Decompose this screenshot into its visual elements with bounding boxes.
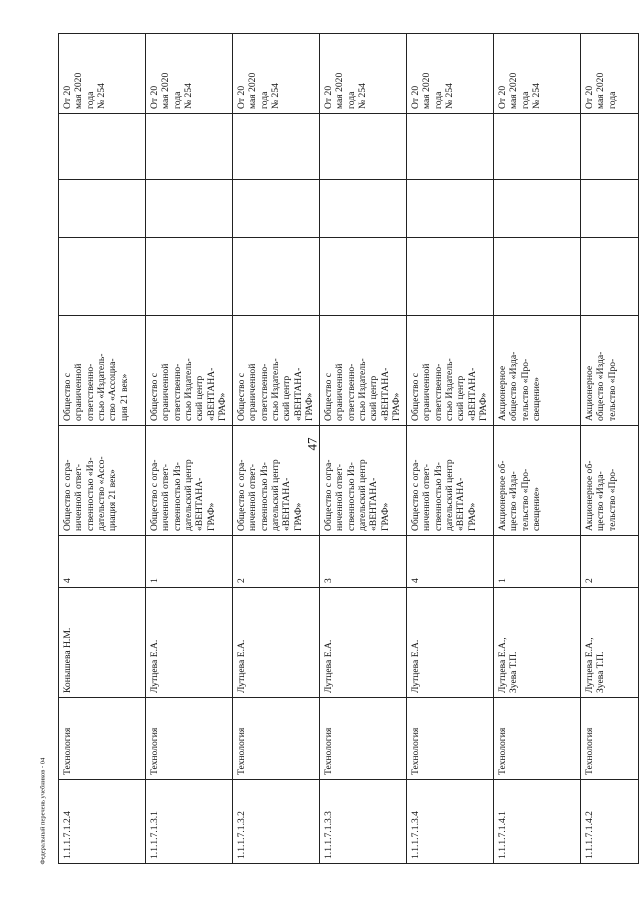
authors-cell: Лутцева Е.А. xyxy=(320,588,407,698)
empty-cell xyxy=(494,238,581,316)
authors-cell: Лутцева Е.А. xyxy=(233,588,320,698)
empty-cell xyxy=(146,180,233,238)
empty-cell xyxy=(59,114,146,180)
subject-cell: Технология xyxy=(407,698,494,780)
grade-cell: 2 xyxy=(233,536,320,588)
publisher-cell: Акционерное об- щество «Изда- тельство «Про- xyxy=(581,426,639,536)
empty-cell xyxy=(494,180,581,238)
subject-cell: Технология xyxy=(494,698,581,780)
subject-cell: Технология xyxy=(320,698,407,780)
table-row xyxy=(59,34,146,864)
publisher-short-cell: Акционерное общество «Изда- тельство «Про- xyxy=(581,316,639,426)
publisher-cell: Общество с огра- ниченной ответ- ственностью «Из- дательство «Ассо- циация 21 век» xyxy=(59,426,146,536)
rotated-table-container xyxy=(58,34,638,864)
order-cell: От 20 мая 2020 года xyxy=(581,34,639,114)
code-cell: 1.1.1.7.1.4.1 xyxy=(494,780,581,864)
grade-cell: 3 xyxy=(320,536,407,588)
order-cell: От 20 мая 2020 года № 254 xyxy=(59,34,146,114)
order-cell: От 20 мая 2020 года № 254 xyxy=(233,34,320,114)
empty-cell xyxy=(233,180,320,238)
publisher-cell: Общество с огра- ниченной ответ- ственностью Из- дательский центр «ВЕНТАНА- ГРАФ» xyxy=(146,426,233,536)
publisher-cell: Общество с огра- ниченной ответ- ственностью Из- дательский центр «ВЕНТАНА- ГРАФ» xyxy=(233,426,320,536)
order-cell: От 20 мая 2020 года № 254 xyxy=(407,34,494,114)
empty-cell xyxy=(320,180,407,238)
grade-cell: 4 xyxy=(407,536,494,588)
publisher-short-cell: Акционерное общество «Изда- тельство «Про- свещение» xyxy=(494,316,581,426)
authors-cell: Лутцева Е.А. xyxy=(407,588,494,698)
code-cell: 1.1.1.7.1.4.2 xyxy=(581,780,639,864)
subject-cell: Технология xyxy=(59,698,146,780)
code-cell: 1.1.1.7.1.3.2 xyxy=(233,780,320,864)
table-row xyxy=(494,34,581,864)
order-cell: От 20 мая 2020 года № 254 xyxy=(320,34,407,114)
empty-cell xyxy=(407,238,494,316)
table-row xyxy=(581,34,639,864)
publisher-cell: Общество с огра- ниченной ответ- ственностью Из- дательский центр «ВЕНТАНА- ГРАФ» xyxy=(407,426,494,536)
publisher-short-cell: Общество с ограниченной ответственно- стью Издатель- ский центр «ВЕНТАНА- ГРАФ» xyxy=(233,316,320,426)
code-cell: 1.1.1.7.1.3.4 xyxy=(407,780,494,864)
authors-cell: Лутцева Е.А., Зуева Т.П. xyxy=(494,588,581,698)
empty-cell xyxy=(59,180,146,238)
empty-cell xyxy=(59,238,146,316)
publisher-cell: Акционерное об- щество «Изда- тельство «Про- свещение» xyxy=(494,426,581,536)
table-row xyxy=(233,34,320,864)
publisher-short-cell: Общество с ограниченной ответственно- стью Издатель- ский центр «ВЕНТАНА- ГРАФ» xyxy=(146,316,233,426)
publisher-short-cell: Общество с ограниченной ответственно- стью «Издатель- ство «Ассоциа- ция 21 век» xyxy=(59,316,146,426)
grade-cell: 2 xyxy=(581,536,639,588)
empty-cell xyxy=(581,238,639,316)
empty-cell xyxy=(320,238,407,316)
empty-cell xyxy=(233,238,320,316)
empty-cell xyxy=(581,114,639,180)
table-row xyxy=(146,34,233,864)
empty-cell xyxy=(320,114,407,180)
code-cell: 1.1.1.7.1.3.3 xyxy=(320,780,407,864)
grade-cell: 4 xyxy=(59,536,146,588)
textbook-table xyxy=(58,33,639,864)
footer-note: Федеральный перечень учебников - 04 xyxy=(39,757,47,865)
order-cell: От 20 мая 2020 года № 254 xyxy=(494,34,581,114)
subject-cell: Технология xyxy=(233,698,320,780)
subject-cell: Технология xyxy=(146,698,233,780)
empty-cell xyxy=(233,114,320,180)
publisher-short-cell: Общество с ограниченной ответственно- стью Издатель- ский центр «ВЕНТАНА- ГРАФ» xyxy=(407,316,494,426)
empty-cell xyxy=(407,180,494,238)
code-cell: 1.1.1.7.1.3.1 xyxy=(146,780,233,864)
grade-cell: 1 xyxy=(494,536,581,588)
code-cell: 1.1.1.7.1.2.4 xyxy=(59,780,146,864)
grade-cell: 1 xyxy=(146,536,233,588)
page-number: 47 xyxy=(304,437,320,451)
authors-cell: Лутцева Е.А., Зуева Т.П. xyxy=(581,588,639,698)
subject-cell: Технология xyxy=(581,698,639,780)
empty-cell xyxy=(581,180,639,238)
empty-cell xyxy=(146,238,233,316)
table-row xyxy=(320,34,407,864)
empty-cell xyxy=(494,114,581,180)
authors-cell: Конышева Н.М. xyxy=(59,588,146,698)
publisher-short-cell: Общество с ограниченной ответственно- стью Издатель- ский центр «ВЕНТАНА- ГРАФ» xyxy=(320,316,407,426)
empty-cell xyxy=(146,114,233,180)
publisher-cell: Общество с огра- ниченной ответ- ственностью Из- дательский центр «ВЕНТАНА- ГРАФ» xyxy=(320,426,407,536)
empty-cell xyxy=(407,114,494,180)
authors-cell: Лутцева Е.А. xyxy=(146,588,233,698)
order-cell: От 20 мая 2020 года № 254 xyxy=(146,34,233,114)
table-row xyxy=(407,34,494,864)
